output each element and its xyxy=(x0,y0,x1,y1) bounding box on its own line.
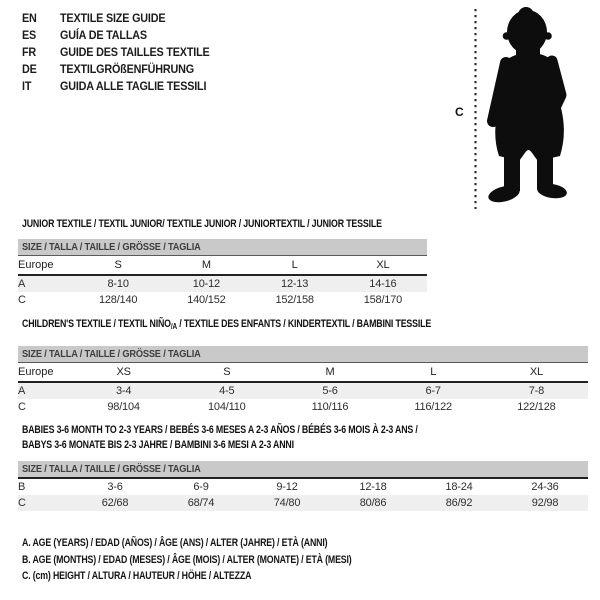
language-code: IT xyxy=(22,79,32,93)
size-value: 24-36 xyxy=(531,481,559,493)
size-value: 10-12 xyxy=(162,275,250,292)
table-row-c xyxy=(18,495,588,511)
size-value: 14-16 xyxy=(339,275,427,292)
size-value: 116/122 xyxy=(414,401,452,413)
size-column-header: M xyxy=(162,256,250,276)
babies-size-table xyxy=(18,461,588,511)
children-size-table xyxy=(18,346,588,415)
baby-silhouette-icon xyxy=(473,3,575,213)
size-value: 80/86 xyxy=(330,495,416,511)
row-label: A xyxy=(18,275,74,292)
language-code: DE xyxy=(22,62,37,76)
size-column-header: XL xyxy=(485,363,588,383)
row-label: C xyxy=(18,294,26,306)
size-value: 62/68 xyxy=(72,495,158,511)
table-row-c xyxy=(18,399,588,415)
babies-table-title: BABIES 3-6 MONTH TO 2-3 YEARS / BEBÉS 3-6 MESES A 2-3 AÑOS / BÉBÉS 3-6 MOIS À 2-3 ANS / BABYS 3-6 MONATE BIS 2-3 JAHRE / BAMBINI 3-6 MESI A 2-3 ANNI xyxy=(22,424,418,451)
size-bar: SIZE / TALLA / TAILLE / GRÖSSE / TAGLIA xyxy=(18,461,588,478)
footnote-b: B. AGE (MONTHS) / EDAD (MESES) / ÂGE (MOIS) / ALTER (MONATE) / ETÀ (MESI) xyxy=(22,553,352,566)
size-column-header: L xyxy=(382,363,485,383)
language-code: FR xyxy=(22,45,37,59)
size-column-header: M xyxy=(278,363,381,383)
table-row-b xyxy=(18,478,588,495)
size-column-header: XL xyxy=(339,256,427,276)
size-value: 12-18 xyxy=(359,481,387,493)
size-value: 86/92 xyxy=(416,495,502,511)
size-column-header: S xyxy=(74,256,162,276)
size-value: 7-8 xyxy=(485,382,588,399)
size-column-header: XS xyxy=(72,363,175,383)
row-label: C xyxy=(18,401,26,413)
table-row-a xyxy=(18,382,588,399)
footnote-c: C. (cm) HEIGHT / ALTURA / HAUTEUR / HÖHE / ALTEZZA xyxy=(22,570,252,582)
region-header-row xyxy=(18,363,588,383)
language-title: GUIDA ALLE TAGLIE TESSILI xyxy=(60,79,207,93)
language-code: ES xyxy=(22,28,37,42)
region-label: Europe xyxy=(18,363,72,383)
size-value: 74/80 xyxy=(244,495,330,511)
height-measure-label: C xyxy=(455,105,464,119)
size-value: 152/158 xyxy=(275,294,314,306)
language-title: TEXTILE SIZE GUIDE xyxy=(60,11,166,25)
size-bar: SIZE / TALLA / TAILLE / GRÖSSE / TAGLIA xyxy=(18,346,588,363)
size-value: 3-4 xyxy=(72,382,175,399)
size-value: 8-10 xyxy=(74,275,162,292)
row-label: B xyxy=(18,481,26,493)
footnote-a: A. AGE (YEARS) / EDAD (AÑOS) / ÂGE (ANS) / ALTER (JAHRE) / ETÀ (ANNI) xyxy=(22,537,328,549)
junior-table-title: JUNIOR TEXTILE / TEXTIL JUNIOR/ TEXTILE JUNIOR / JUNIORTEXTIL / JUNIOR TESSILE xyxy=(22,218,382,230)
size-value: 104/110 xyxy=(208,401,246,413)
size-value: 4-5 xyxy=(175,382,278,399)
size-value: 158/170 xyxy=(363,294,403,306)
size-bar: SIZE / TALLA / TAILLE / GRÖSSE / TAGLIA xyxy=(18,239,427,256)
row-label: A xyxy=(18,382,72,399)
size-value: 128/140 xyxy=(98,294,138,306)
size-value: 6-9 xyxy=(193,481,209,493)
language-title: GUÍA DE TALLAS xyxy=(60,28,147,42)
region-label: Europe xyxy=(18,256,74,276)
junior-size-table xyxy=(18,239,427,308)
size-value: 110/116 xyxy=(311,401,349,413)
size-column-header: S xyxy=(175,363,278,383)
size-value: 140/152 xyxy=(187,294,226,306)
size-value: 5-6 xyxy=(278,382,381,399)
size-value: 9-12 xyxy=(276,481,298,493)
language-code: EN xyxy=(22,11,37,25)
size-value: 12-13 xyxy=(251,275,339,292)
title-subscript: /A xyxy=(170,322,177,331)
children-table-title: CHILDREN'S TEXTILE / TEXTIL $NIÑO_{/A}$ / TEXTILE DES ENFANTS / KINDERTEXTIL / BAMBINI TESSILE xyxy=(22,318,432,331)
table-row-c xyxy=(18,292,427,308)
language-title: TEXTILGRÖßENFÜHRUNG xyxy=(60,62,194,76)
region-header-row xyxy=(18,256,427,276)
size-value: 3-6 xyxy=(107,481,123,493)
language-title: GUIDE DES TAILLES TEXTILE xyxy=(60,45,210,59)
size-value: 98/104 xyxy=(107,401,140,413)
table-row-a xyxy=(18,275,427,292)
size-value: 18-24 xyxy=(445,481,473,493)
row-label: C xyxy=(18,495,72,511)
size-value: 92/98 xyxy=(502,495,588,511)
size-value: 122/128 xyxy=(517,401,556,413)
size-value: 6-7 xyxy=(382,382,485,399)
size-column-header: L xyxy=(251,256,339,276)
size-value: 68/74 xyxy=(158,495,244,511)
